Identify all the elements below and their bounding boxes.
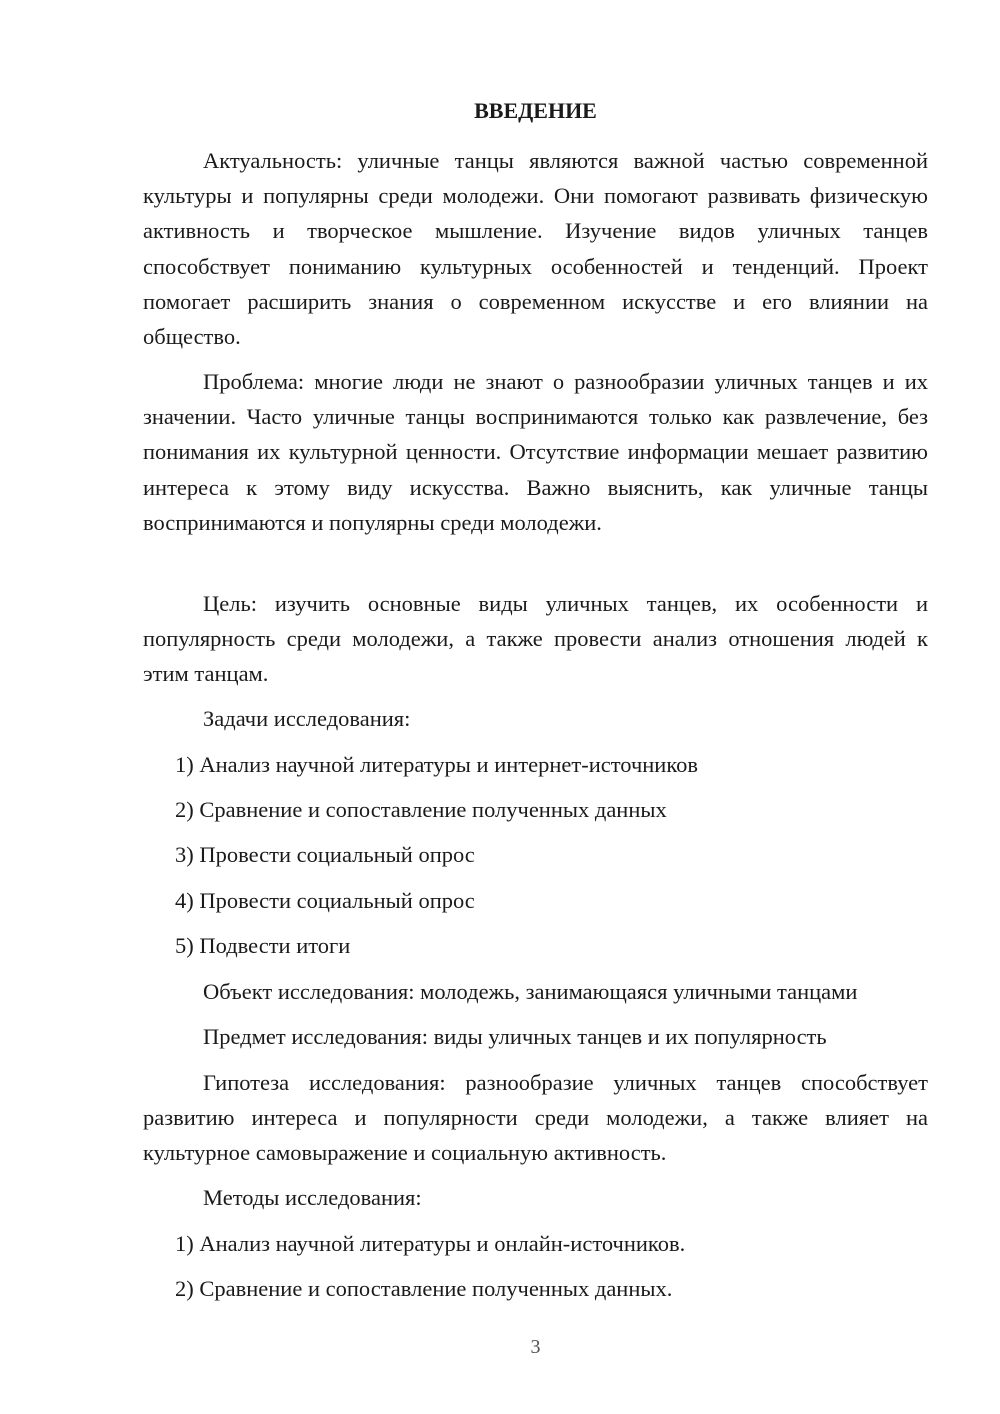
methods-heading: Методы исследования:: [203, 1185, 422, 1210]
task-item-1: 1) Анализ научной литературы и интернет-источников: [175, 752, 699, 777]
relevance-paragraph: Актуальность: уличные танцы являются важной частью современной культуры и популярны среди молодежи. Они помогают развивать физическую активность и творческое мышление. Изучение видов уличных танцев способствует пониманию культурных особенностей и тенденций. Проект помогает расширить знания о современном искусстве и его влиянии на общество.: [143, 148, 928, 350]
hypothesis-paragraph: Гипотеза исследования: разнообразие уличных танцев способствует развитию интереса и популярности среди молодежи, а также влияет на культурное самовыражение и социальную активность.: [143, 1070, 928, 1166]
problem-paragraph: Проблема: многие люди не знают о разнообразии уличных танцев и их значении. Часто уличные танцы воспринимаются только как развлечение, без понимания их культурной ценности. Отсутствие информации мешает развитию интереса к этому виду искусства. Важно выяснить, как уличные танцы воспринимаются и популярны среди молодежи.: [143, 369, 928, 535]
goal-paragraph: Цель: изучить основные виды уличных танцев, их особенности и популярность среди молодежи, а также провести анализ отношения людей к этим танцам.: [143, 591, 928, 687]
research-subject: Предмет исследования: виды уличных танцев и их популярность: [203, 1024, 827, 1049]
method-item-2: 2) Сравнение и сопоставление полученных данных.: [175, 1276, 673, 1301]
task-item-3: 3) Провести социальный опрос: [175, 842, 475, 867]
tasks-heading: Задачи исследования:: [203, 706, 411, 731]
method-item-1: 1) Анализ научной литературы и онлайн-источников.: [175, 1231, 686, 1256]
task-item-2: 2) Сравнение и сопоставление полученных данных: [175, 797, 667, 822]
research-object: Объект исследования: молодежь, занимающаяся уличными танцами: [203, 979, 858, 1004]
page-number: 3: [530, 1336, 541, 1358]
task-item-5: 5) Подвести итоги: [175, 933, 351, 958]
task-item-4: 4) Провести социальный опрос: [175, 888, 475, 913]
page-title: ВВЕДЕНИЕ: [474, 98, 597, 123]
